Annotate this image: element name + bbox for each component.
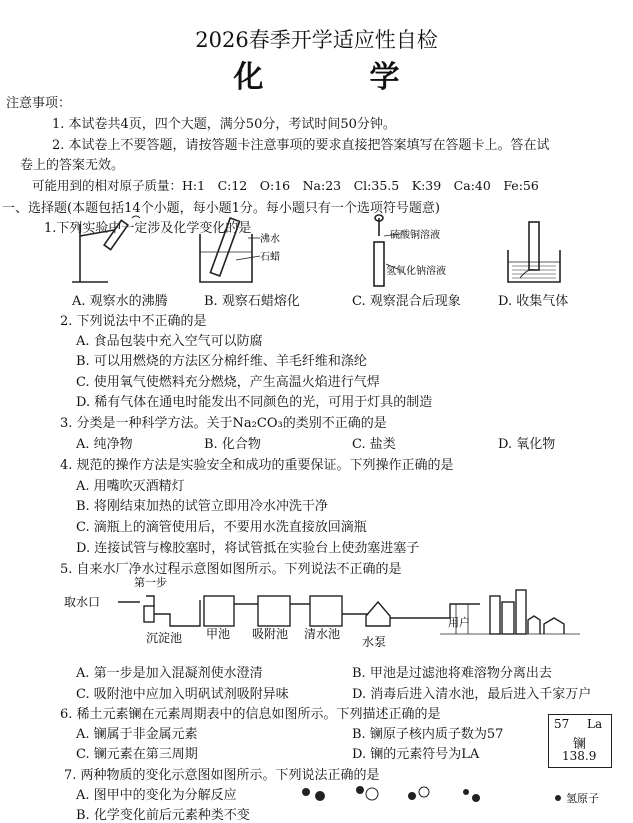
q1-apparatus-figure	[60, 212, 620, 290]
beaker-icon	[200, 218, 260, 282]
q7-molecule-figure	[290, 782, 633, 806]
q7-stem: 7. 两种物质的变化示意图如图所示。下列说法正确的是	[64, 768, 380, 783]
notes-heading: 注意事项：	[6, 96, 72, 111]
q5-water-plant-figure	[60, 574, 620, 658]
label-step1: 第一步	[134, 576, 167, 589]
q6-option-a: A. 镧属于非金属元素	[76, 727, 198, 742]
label-adsorption: 吸附池	[252, 627, 289, 641]
q1-option-d: D. 收集气体	[498, 294, 569, 309]
q5-option-c: C. 吸附池中应加入明矾试剂吸附异味	[76, 687, 289, 702]
q4-stem: 4. 规范的操作方法是实验安全和成功的重要保证。下列操作正确的是	[60, 458, 454, 473]
gas-collection-icon	[508, 222, 560, 282]
label-sedimentation: 沉淀池	[146, 631, 183, 645]
q1-stem: 1.下列实验中一定涉及化学变化的是	[44, 221, 252, 236]
exam-title: 2026春季开学适应性自检	[195, 28, 438, 52]
q5-stem: 5. 自来水厂净水过程示意图如图所示。下列说法不正确的是	[60, 562, 402, 577]
q2-stem: 2. 下列说法中不正确的是	[60, 314, 207, 329]
label-intake: 取水口	[64, 595, 101, 609]
q2-option-d: D. 稀有气体在通电时能发出不同颜色的光，可用于灯具的制造	[76, 395, 433, 410]
q1-option-c: C. 观察混合后现象	[352, 294, 461, 309]
label-cuso4: 硫酸铜溶液	[390, 230, 440, 241]
q6-option-c: C. 镧元素在第三周期	[76, 747, 198, 762]
clear-water-tank-icon	[310, 596, 342, 626]
note-line-1: 1. 本试卷共4页，四个大题，满分50分，考试时间50分钟。	[52, 117, 396, 132]
element-mass: 138.9	[562, 749, 597, 763]
label-pump: 水泵	[362, 635, 387, 649]
q2-option-a: A. 食品包装中充入空气可以防腐	[76, 334, 263, 349]
tank-a-icon	[204, 596, 234, 626]
q2-option-b: B. 可以用燃烧的方法区分棉纤维、羊毛纤维和涤纶	[76, 354, 367, 369]
q3-option-d: D. 氧化物	[498, 437, 556, 452]
hydrogen-atom-legend-icon	[555, 795, 561, 801]
label-clear-water: 清水池	[304, 627, 341, 641]
q3-option-a: A. 纯净物	[76, 437, 133, 452]
q6-stem: 6. 稀土元素镧在元素周期表中的信息如图所示。下列描述正确的是	[60, 707, 441, 722]
q3-option-b: B. 化合物	[204, 437, 261, 452]
iron-stand-icon	[72, 216, 140, 282]
q3-option-c: C. 盐类	[352, 437, 396, 452]
note-line-3: 卷上的答案无效。	[20, 158, 125, 173]
q3-stem: 3. 分类是一种科学方法。关于Na₂CO₃的类别不正确的是	[60, 416, 387, 431]
lanthanum-element-tile	[548, 714, 612, 768]
q4-option-d: D. 连接试管与橡胶塞时，将试管抵在实验台上使劲塞进塞子	[76, 541, 420, 556]
element-atomic-number: 57	[554, 717, 570, 731]
label-user: 用户	[448, 616, 470, 629]
q1-option-b: B. 观察石蜡熔化	[204, 294, 300, 309]
q4-option-c: C. 滴瓶上的滴管使用后，不要用水洗直接放回滴瓶	[76, 520, 367, 535]
label-paraffin: 石蜡	[260, 252, 280, 263]
q6-option-b: B. 镧原子核内质子数为57	[352, 727, 504, 742]
q7-legend: 氢原子	[566, 792, 599, 805]
q1-option-a: A. 观察水的沸腾	[72, 294, 168, 309]
q6-option-d: D. 镧的元素符号为LA	[352, 747, 480, 762]
q5-option-b: B. 甲池是过滤池将难溶物分离出去	[352, 666, 552, 681]
label-boiling-water: 沸水	[260, 234, 280, 245]
section-heading: 一、选择题(本题包括14个小题，每小题1分。每小题只有一个选项符号题意)	[2, 201, 440, 216]
label-naoh: 氢氧化钠溶液	[386, 266, 446, 277]
element-name: 镧	[573, 737, 587, 752]
q2-option-c: C. 使用氧气使燃料充分燃烧，产生高温火焰进行气焊	[76, 375, 380, 390]
q4-option-a: A. 用嘴吹灭酒精灯	[76, 479, 185, 494]
buildings-icon	[490, 590, 564, 634]
element-symbol: La	[587, 717, 603, 731]
subject-title: 化 学	[233, 60, 438, 95]
atomic-masses: 可能用到的相对原子质量：H:1 C:12 O:16 Na:23 Cl:35.5 K:39 Ca:40 Fe:56	[32, 178, 539, 193]
label-tank-a: 甲池	[206, 627, 231, 641]
q5-option-a: A. 第一步是加入混凝剂使水澄清	[76, 666, 263, 681]
q4-option-b: B. 将刚结束加热的试管立即用冷水冲洗干净	[76, 499, 328, 514]
pump-icon	[366, 602, 390, 626]
q5-option-d: D. 消毒后进入清水池，最后进入千家万户	[352, 687, 592, 702]
q7-option-b: B. 化学变化前后元素种类不变	[76, 808, 250, 823]
adsorption-tank-icon	[258, 596, 290, 626]
q7-option-a: A. 图甲中的变化为分解反应	[76, 788, 237, 803]
note-line-2: 2. 本试卷上不要答题，请按答题卡注意事项的要求直接把答案填写在答题卡上。答在试	[52, 138, 550, 153]
sedimentation-tank-icon	[154, 600, 200, 626]
